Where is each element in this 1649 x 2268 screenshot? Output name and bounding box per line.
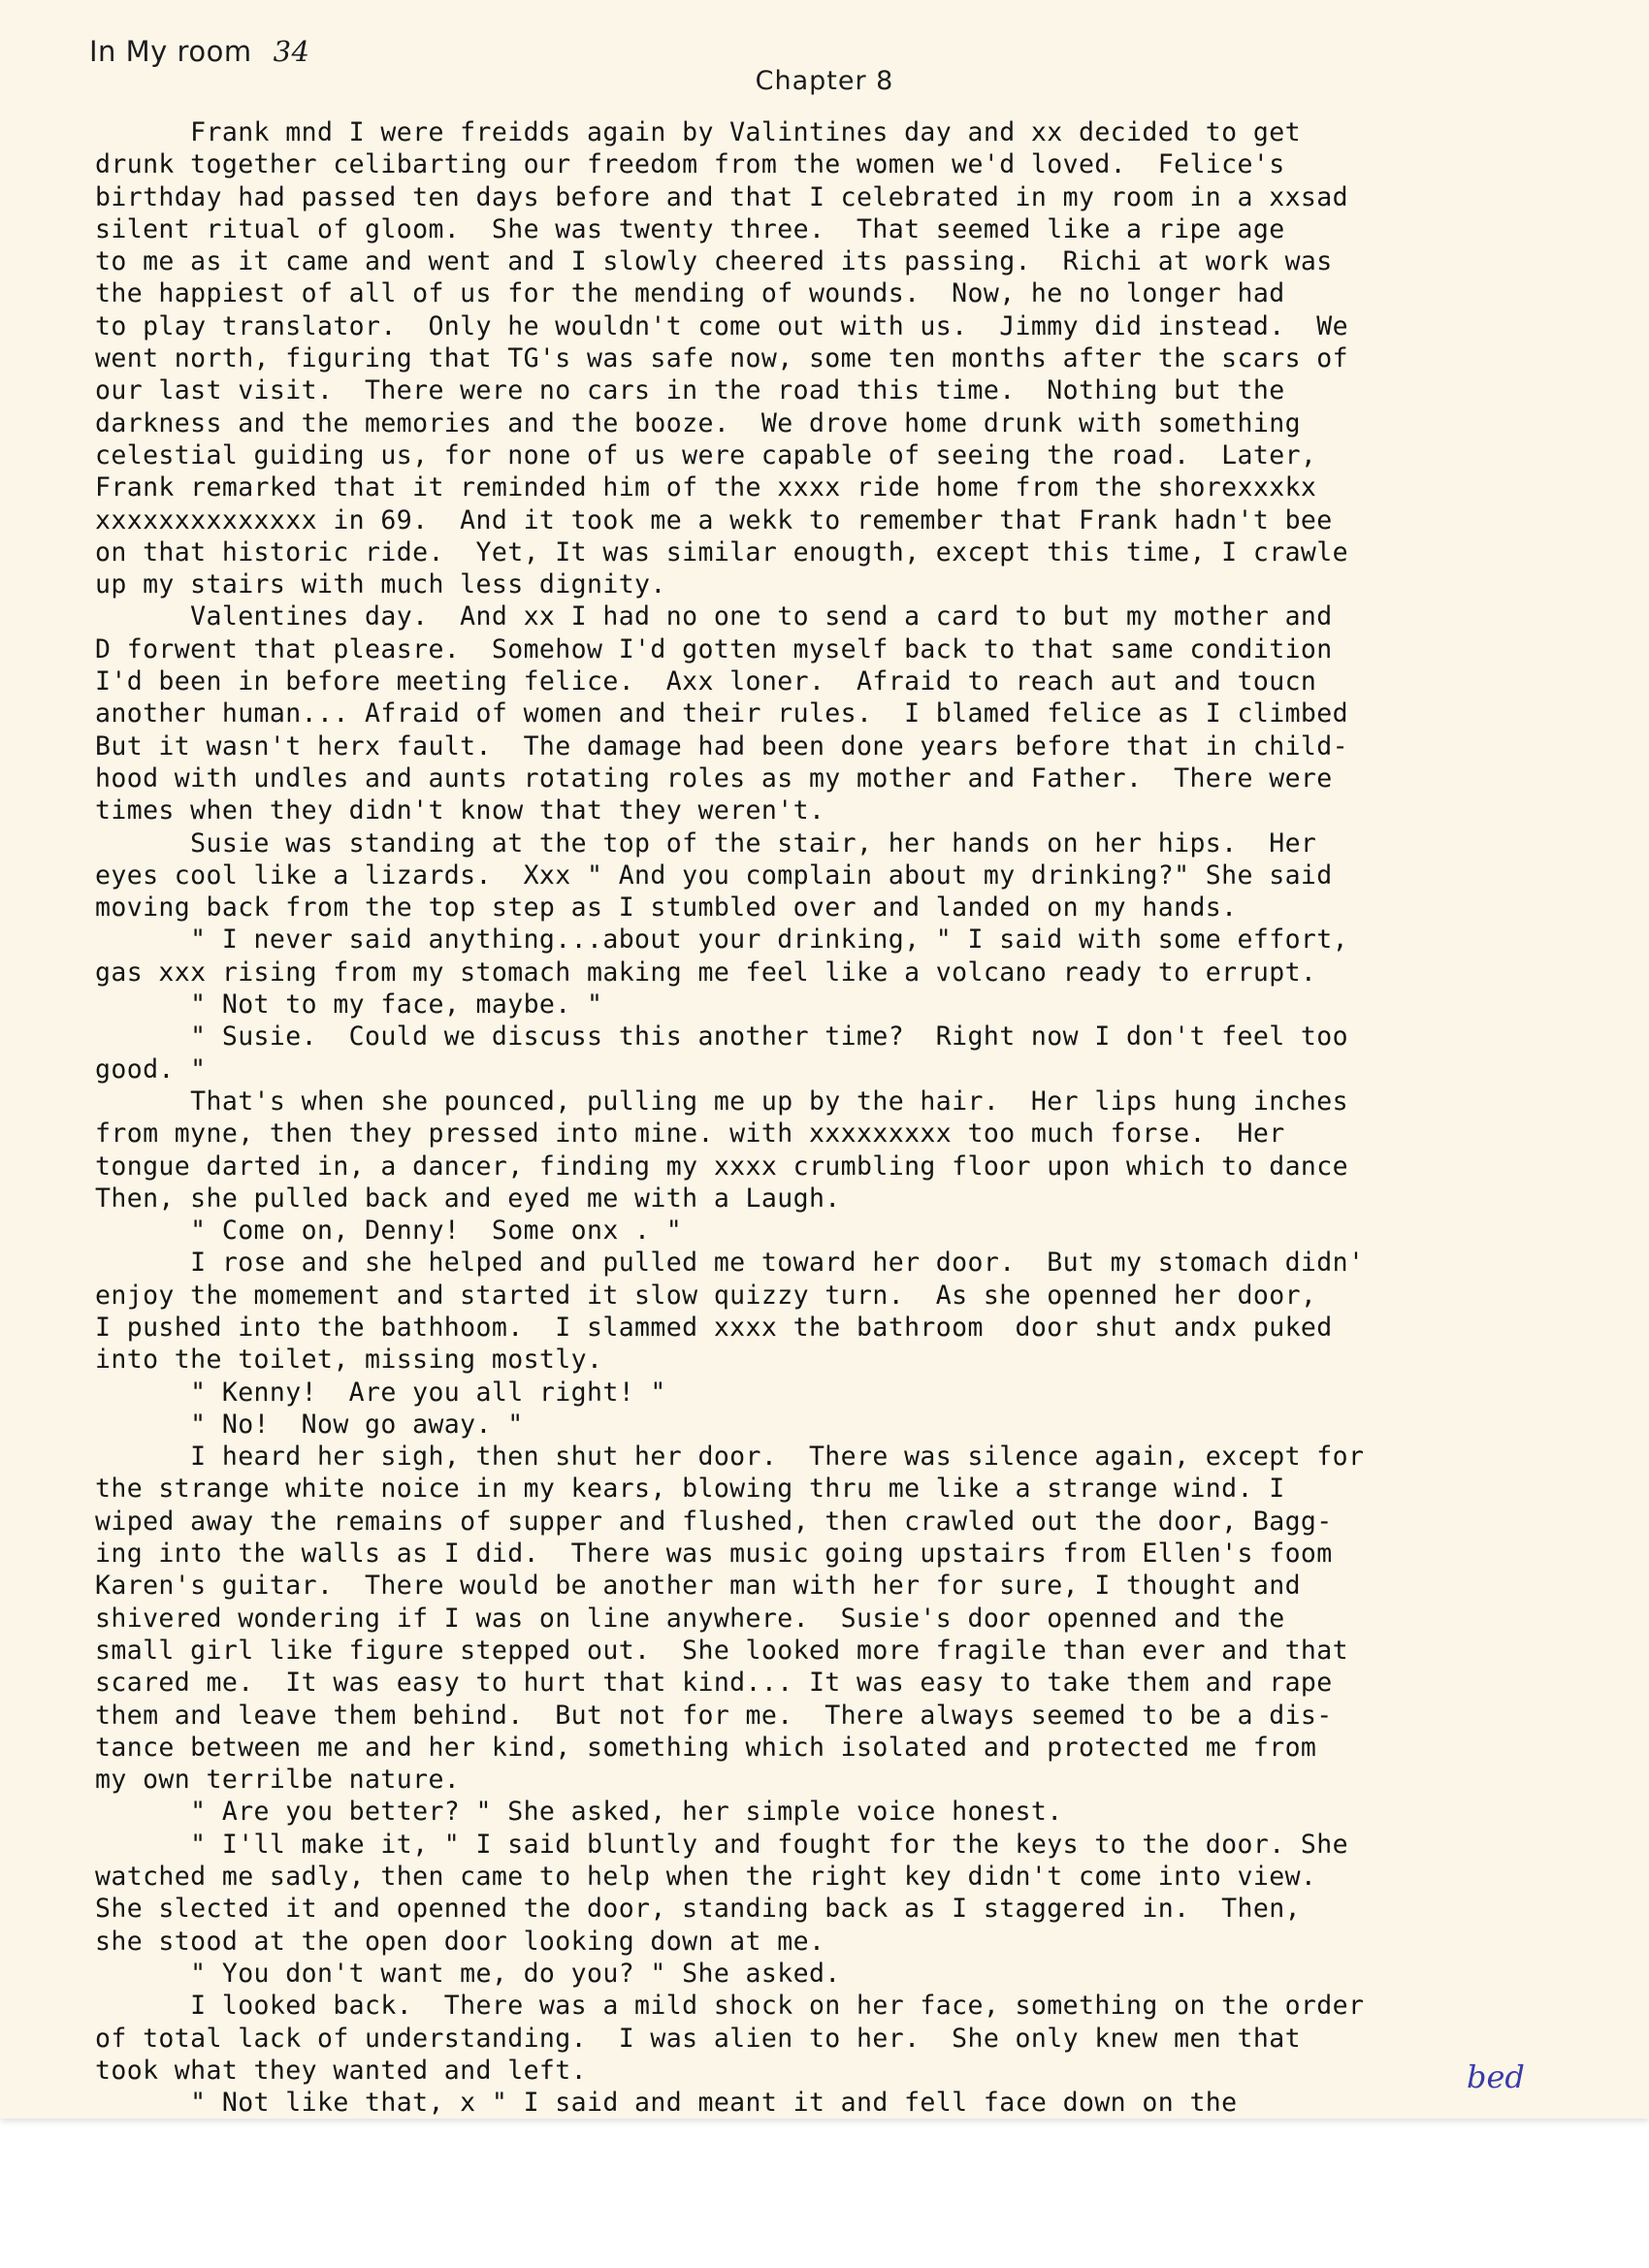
text-line: birthday had passed ten days before and that I celebrated in my room in a xxsad xyxy=(95,181,1348,212)
text-line: eyes cool like a lizards. Xxx " And you complain about my drinking?" She said xyxy=(95,859,1333,891)
text-line: Karen's guitar. There would be another man with her for sure, I thought and xyxy=(95,1571,1301,1602)
text-line: into the toilet, missing mostly. xyxy=(95,1345,603,1376)
text-line: hood with undles and aunts rotating roles as my mother and Father. There were xyxy=(95,762,1333,794)
text-line: " I never said anything...about your drinking, " I said with some effort, xyxy=(95,924,1348,956)
text-line: took what they wanted and left. xyxy=(95,2055,587,2086)
text-line: She slected it and openned the door, standing back as I staggered in. Then, xyxy=(95,1894,1301,1925)
text-line: Valentines day. And xx I had no one to send a card to but my mother and xyxy=(95,601,1333,632)
body-text xyxy=(95,116,1637,2119)
text-line: I pushed into the bathhoom. I slammed xxxx the bathroom door shut andx puked xyxy=(95,1312,1333,1343)
text-line: up my stairs with much less dignity. xyxy=(95,569,666,600)
text-line: times when they didn't know that they weren't. xyxy=(95,795,825,826)
text-line: I heard her sigh, then shut her door. There was silence again, except for xyxy=(95,1442,1365,1473)
text-line: darkness and the memories and the booze. We drove home drunk with something xyxy=(95,407,1301,438)
text-line: drunk together celibarting our freedom from the women we'd loved. Felice's xyxy=(95,149,1285,180)
text-line: small girl like figure stepped out. She looked more fragile than ever and that xyxy=(95,1635,1348,1666)
text-line: I looked back. There was a mild shock on her face, something on the order xyxy=(95,1991,1365,2022)
text-line: ing into the walls as I did. There was music going upstairs from Ellen's foom xyxy=(95,1539,1333,1570)
text-line: " I'll make it, " I said bluntly and fought for the keys to the door. She xyxy=(95,1829,1348,1860)
text-line: from myne, then they pressed into mine. with xxxxxxxxx too much forse. Her xyxy=(95,1118,1285,1150)
text-line: " Kenny! Are you all right! " xyxy=(95,1377,666,1408)
text-line: another human... Afraid of women and their rules. I blamed felice as I climbed xyxy=(95,698,1348,729)
text-line: Then, she pulled back and eyed me with a Laugh. xyxy=(95,1183,841,1214)
text-line: she stood at the open door looking down at me. xyxy=(95,1926,825,1957)
text-line: D forwent that pleasre. Somehow I'd gotten myself back to that same condition xyxy=(95,633,1333,664)
text-line: Susie was standing at the top of the stair, her hands on her hips. Her xyxy=(95,827,1317,859)
text-line: " Are you better? " She asked, her simple voice honest. xyxy=(95,1797,1063,1828)
text-line: " Come on, Denny! Some onx . " xyxy=(95,1215,683,1247)
text-line: " You don't want me, do you? " She asked. xyxy=(95,1958,841,1989)
text-line: to play translator. Only he wouldn't come out with us. Jimmy did instead. We xyxy=(95,310,1348,341)
text-line: to me as it came and went and I slowly cheered its passing. Richi at work was xyxy=(95,246,1333,277)
page-number: 34 xyxy=(273,35,310,68)
text-line: " No! Now go away. " xyxy=(95,1409,524,1440)
text-line: gas xxx rising from my stomach making me feel like a volcano ready to errupt. xyxy=(95,956,1317,988)
text-line: I'd been in before meeting felice. Axx loner. Afraid to reach aut and toucn xyxy=(95,666,1317,697)
text-line: I rose and she helped and pulled me toward her door. But my stomach didn' xyxy=(95,1247,1365,1279)
text-line: watched me sadly, then came to help when the right key didn't come into view. xyxy=(95,1862,1317,1893)
text-line: But it wasn't herx fault. The damage had been done years before that in child- xyxy=(95,730,1348,761)
text-line: That's when she pounced, pulling me up by the hair. Her lips hung inches xyxy=(95,1085,1348,1117)
text-line: moving back from the top step as I stumbled over and landed on my hands. xyxy=(95,892,1238,923)
header-label: In My room xyxy=(89,35,252,68)
text-line: good. " xyxy=(95,1053,207,1085)
text-line: Frank mnd I were freidds again by Valintines day and xx decided to get xyxy=(95,117,1301,147)
text-line: on that historic ride. Yet, It was similar enougth, except this time, I crawle xyxy=(95,536,1348,567)
text-line: Frank remarked that it reminded him of the xxxx ride home from the shorexxxkx xyxy=(95,472,1317,503)
text-line: scared me. It was easy to hurt that kind... It was easy to take them and rape xyxy=(95,1668,1333,1699)
text-line: tongue darted in, a dancer, finding my xxxx crumbling floor upon which to dance xyxy=(95,1150,1348,1182)
text-line: them and leave them behind. But not for me. There always seemed to be a dis- xyxy=(95,1700,1333,1731)
text-line: my own terrilbe nature. xyxy=(95,1765,461,1796)
text-line: wiped away the remains of supper and flushed, then crawled out the door, Bagg- xyxy=(95,1506,1333,1537)
text-line: " Not like that, x " I said and meant it and fell face down on the xyxy=(95,2088,1238,2119)
text-line: the happiest of all of us for the mending of wounds. Now, he no longer had xyxy=(95,278,1285,309)
chapter-title: Chapter 8 xyxy=(755,66,894,96)
text-line: the strange white noice in my kears, blowing thru me like a strange wind. I xyxy=(95,1474,1285,1505)
text-line: shivered wondering if I was on line anywhere. Susie's door openned and the xyxy=(95,1603,1285,1634)
text-line: of total lack of understanding. I was alien to her. She only knew men that xyxy=(95,2023,1301,2054)
page-header xyxy=(89,35,309,68)
text-line: xxxxxxxxxxxxxx in 69. And it took me a wekk to remember that Frank hadn't bee xyxy=(95,504,1333,535)
text-line: celestial guiding us, for none of us were capable of seeing the road. Later, xyxy=(95,439,1317,470)
text-line: enjoy the momement and started it slow quizzy turn. As she openned her door, xyxy=(95,1280,1317,1311)
text-line: " Not to my face, maybe. " xyxy=(95,989,603,1021)
handwritten-note: bed xyxy=(1467,2058,1525,2095)
text-line: our last visit. There were no cars in the road this time. Nothing but the xyxy=(95,375,1285,406)
text-line: silent ritual of gloom. She was twenty three. That seemed like a ripe age xyxy=(95,213,1285,244)
text-line: tance between me and her kind, something which isolated and protected me from xyxy=(95,1732,1317,1763)
text-line: " Susie. Could we discuss this another time? Right now I don't feel too xyxy=(95,1021,1348,1053)
text-line: went north, figuring that TG's was safe now, some ten months after the scars of xyxy=(95,343,1348,374)
